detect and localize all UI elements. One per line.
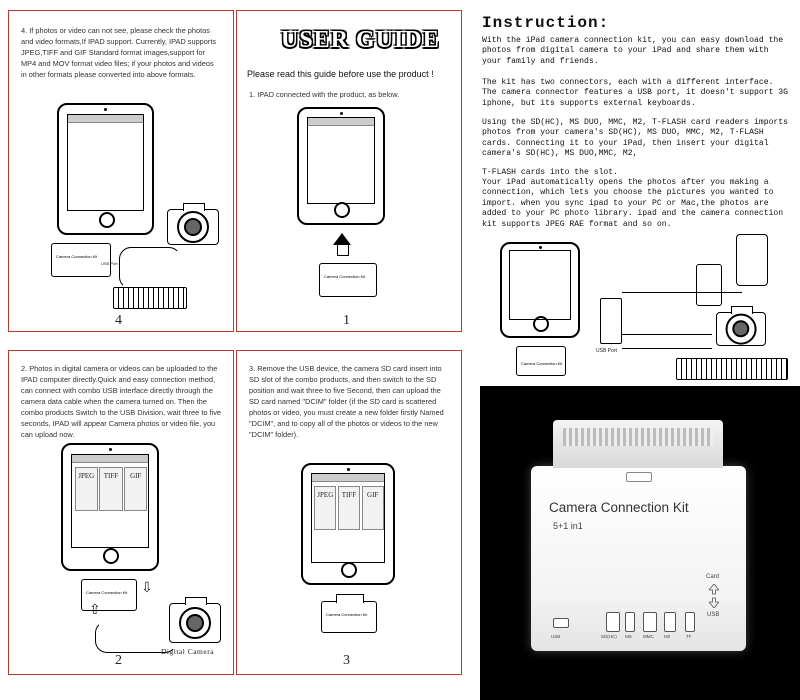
ipad-illustration (57, 103, 154, 235)
step-3-text: 3. Remove the USB device, the camera SD card insert into SD slot of the combo products, and then switch to the SD position and wait three to five Second, then can upload the SD card named "DCIM" folder (if the SD card is scattered photos or video, you must create a new folder firstly Named "DCIM", and to copy all of the photos or videos to the new "DCIM" folder). (249, 364, 444, 439)
instruction-para-4: T-FLASH cards into the slot. (482, 168, 618, 177)
instruction-para-5: Your iPad automatically opens the photos after you making a connection, which lets you choose the pictures you wanted to import. when you sync ipad to your PC or Mac,the photos are added to your PC photo library. ipad and the camera connection kit supports JPEG RAE format and so on. (482, 178, 784, 229)
connection-kit-label: Camera Connection Kit (86, 590, 128, 595)
connection-diagram (480, 234, 798, 386)
home-button-icon (341, 562, 357, 578)
arrow-up-icon (333, 233, 351, 245)
slot-label-ms: MS (625, 634, 632, 639)
product-name: Camera Connection Kit (549, 500, 689, 515)
card-switch-label: Card (706, 574, 720, 580)
usb-port-label: USB Port (596, 348, 617, 354)
connection-kit-illustration (321, 601, 377, 633)
home-button-icon (533, 316, 549, 332)
page-number: 4 (115, 313, 122, 328)
usb-port-label: USB Port (101, 261, 118, 266)
slot-label-mmc: MMC (643, 634, 654, 639)
camera-illustration (169, 603, 221, 643)
digital-camera-label: Digital Camera (161, 647, 215, 656)
connection-kit-illustration (516, 346, 566, 376)
arrow-up-icon: ⇧ (89, 601, 101, 617)
format-gif: GIF (124, 467, 147, 511)
ipod-illustration (696, 264, 722, 306)
keyboard-illustration (113, 287, 187, 309)
ipad-illustration (500, 242, 580, 338)
connection-kit-label: Camera Connection Kit (521, 361, 563, 366)
instruction-para-1: With the iPad camera connection kit, you can easy download the photos from digital camera to your iPad and share them with your family and friends. (482, 36, 784, 66)
page-number: 1 (343, 313, 350, 328)
ipad-illustration (61, 443, 159, 571)
usb-port-illustration (600, 298, 622, 344)
switch-arrows-icon (709, 584, 719, 608)
keyboard-illustration (676, 358, 788, 380)
guide-panel-step-2 (8, 350, 234, 675)
product-subtitle: 5+1 in1 (553, 521, 583, 531)
guide-panel-step-3 (236, 350, 462, 675)
home-button-icon (334, 202, 350, 218)
instruction-para-3: Using the SD(HC), MS DUO, MMC, M2, T-FLASH card readers imports photos from your camera's SD(HC), MS DUO, MMC, M2, T-FLASH cards. Connecting it to your iPad, then insert your digital camera's SD(HC), MS DUO,MMC, M2, (482, 118, 788, 159)
dock-connector (553, 420, 723, 468)
connection-kit-illustration (319, 263, 377, 297)
step-4-text: 4. If photos or video can not see, please check the photos and video formats,If IPAD support. Currently, IPAD supports JPEG,TIFF and GIF Standard format images,support for MP4 and MOV format video files; if your photos and videos in other formats please converted into above formats. (21, 26, 217, 79)
slot-label-usb: USB (551, 634, 561, 639)
home-button-icon (103, 548, 119, 564)
guide-panel-step-1 (236, 10, 462, 332)
iphone-illustration (736, 234, 768, 286)
slot-label-tf: TF (686, 634, 692, 639)
step-1-text: 1. IPAD connected with the product, as below. (249, 90, 400, 99)
page-number: 2 (115, 653, 122, 668)
format-tiff: TIFF (338, 486, 360, 530)
camera-connection-kit-device (531, 466, 746, 651)
ipad-illustration (301, 463, 395, 585)
usb-switch-label: USB (707, 612, 720, 618)
product-photo (480, 386, 800, 700)
slot-label-m2: M2 (664, 634, 671, 639)
guide-subtitle: Please read this guide before use the product ! (247, 69, 434, 79)
arrow-down-icon: ⇩ (141, 579, 153, 595)
page-number: 3 (343, 653, 350, 668)
home-button-icon (99, 212, 115, 228)
format-tiff: TIFF (99, 467, 122, 511)
format-jpeg: JPEG (75, 467, 98, 511)
step-2-text: 2. Photos in digital camera or videos can be uploaded to the IPAD computer directly.Quick and easy connection method, can connect with combo USB interface directly through the camera data cable when the camera turned on. Then the combo products Switch to the USB Division, wait three to five seconds, IPAD will appear Camera photos or video file, you can upload now. (21, 364, 222, 439)
cable-illustration (119, 247, 181, 289)
connection-kit-label: Camera Connection Kit (324, 274, 366, 279)
camera-illustration (167, 209, 219, 245)
user-guide-title: USER GUIDE (281, 27, 440, 53)
camera-illustration (716, 312, 766, 346)
slot-label-sdhc: SD(HC) (601, 634, 617, 639)
connection-kit-illustration (51, 243, 111, 277)
guide-panel-step-4 (8, 10, 234, 332)
instruction-title: Instruction: (482, 14, 610, 32)
connection-kit-label: Camera Connection Kit (56, 254, 98, 259)
ipad-illustration (297, 107, 385, 225)
instruction-para-2: The kit has two connectors, each with a different interface. The camera connector features a USB port, it doesn't support 3G iphone, but its supports external keyboards. (482, 78, 788, 108)
format-gif: GIF (362, 486, 384, 530)
format-jpeg: JPEG (314, 486, 336, 530)
connection-kit-label: Camera Connection Kit (326, 612, 368, 617)
